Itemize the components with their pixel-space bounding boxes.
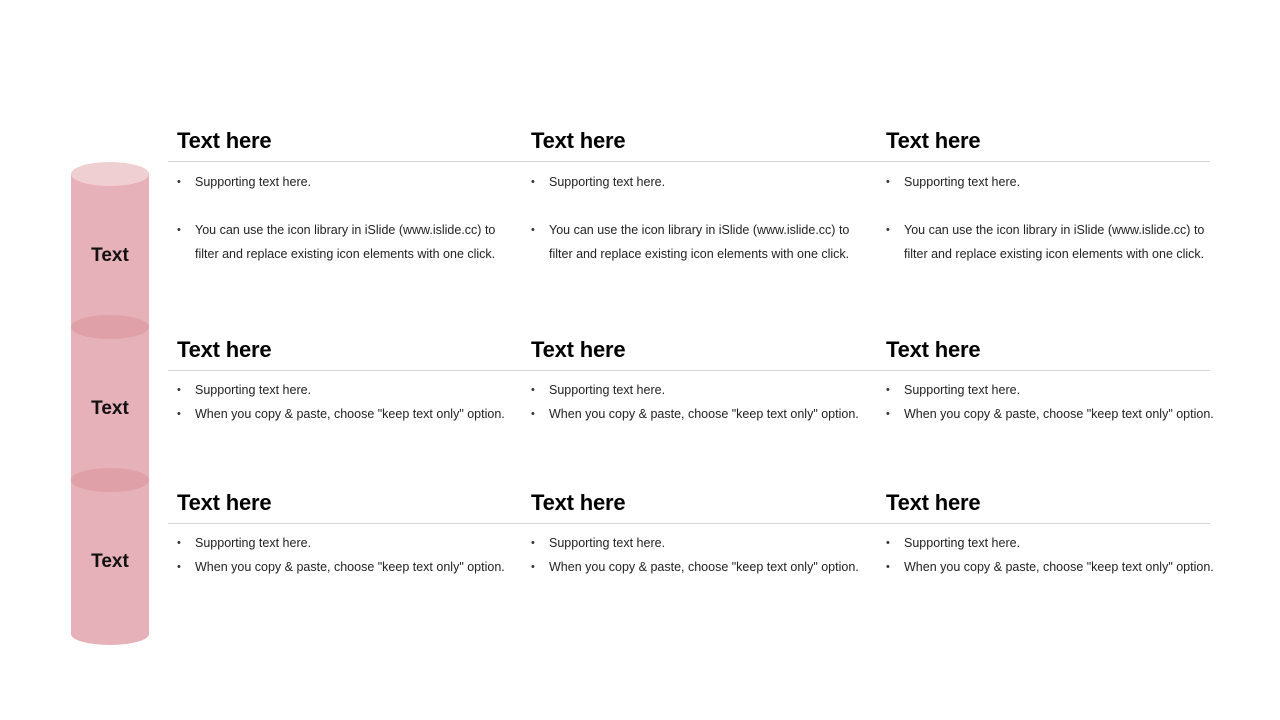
bullet-item: • Supporting text here.	[531, 170, 861, 194]
cell-title: Text here	[886, 128, 981, 153]
bullet-item: • When you copy & paste, choose "keep text only" option.	[886, 402, 1216, 426]
bullet-item: • Supporting text here.	[886, 531, 1216, 555]
bullet-list	[531, 531, 861, 579]
content-cell	[177, 490, 507, 579]
bullet-item: • Supporting text here.	[531, 378, 861, 402]
content-cell	[531, 128, 861, 266]
cell-title: Text here	[531, 128, 626, 153]
content-cell	[886, 490, 1216, 579]
cell-title: Text here	[886, 490, 981, 515]
bullet-list	[177, 170, 507, 266]
cylinder-label-2: Text	[91, 398, 129, 419]
cylinder-label-1: Text	[91, 245, 129, 266]
content-cell	[531, 490, 861, 579]
cell-title: Text here	[531, 337, 626, 362]
content-cell	[886, 128, 1216, 266]
bullet-item: • Supporting text here.	[177, 170, 507, 194]
bullet-list	[886, 170, 1216, 266]
cylinder-joint-2-top	[71, 468, 149, 492]
bullet-item: • When you copy & paste, choose "keep text only" option.	[886, 555, 1216, 579]
bullet-list	[177, 378, 507, 426]
content-cell	[886, 337, 1216, 426]
bullet-list	[886, 531, 1216, 579]
bullet-item: • Supporting text here.	[177, 531, 507, 555]
bullet-item: • Supporting text here.	[886, 378, 1216, 402]
content-cell	[177, 128, 507, 266]
cell-title: Text here	[531, 490, 626, 515]
bullet-item: • Supporting text here.	[177, 378, 507, 402]
cylinder-label-3: Text	[91, 551, 129, 572]
bullet-list	[531, 170, 861, 266]
content-cell	[177, 337, 507, 426]
bullet-item: • You can use the icon library in iSlide (www.islide.cc) to filter and replace existing icon elements with one click.	[177, 218, 507, 266]
bullet-item: • You can use the icon library in iSlide (www.islide.cc) to filter and replace existing icon elements with one click.	[886, 218, 1216, 266]
cell-title: Text here	[886, 337, 981, 362]
cylinder-segment-3-base	[71, 623, 149, 645]
cylinder-top-cap	[71, 162, 149, 186]
bullet-item: • When you copy & paste, choose "keep text only" option.	[177, 555, 507, 579]
cell-title: Text here	[177, 128, 272, 153]
bullet-item: • When you copy & paste, choose "keep text only" option.	[531, 402, 861, 426]
bullet-item: • Supporting text here.	[886, 170, 1216, 194]
bullet-list	[531, 378, 861, 426]
bullet-list	[886, 378, 1216, 426]
bullet-list	[177, 531, 507, 579]
cell-title: Text here	[177, 490, 272, 515]
bullet-item: • Supporting text here.	[531, 531, 861, 555]
cell-title: Text here	[177, 337, 272, 362]
cylinder-joint-1	[71, 315, 149, 339]
bullet-item: • You can use the icon library in iSlide (www.islide.cc) to filter and replace existing icon elements with one click.	[531, 218, 861, 266]
bullet-item: • When you copy & paste, choose "keep text only" option.	[531, 555, 861, 579]
content-cell	[531, 337, 861, 426]
bullet-item: • When you copy & paste, choose "keep text only" option.	[177, 402, 507, 426]
